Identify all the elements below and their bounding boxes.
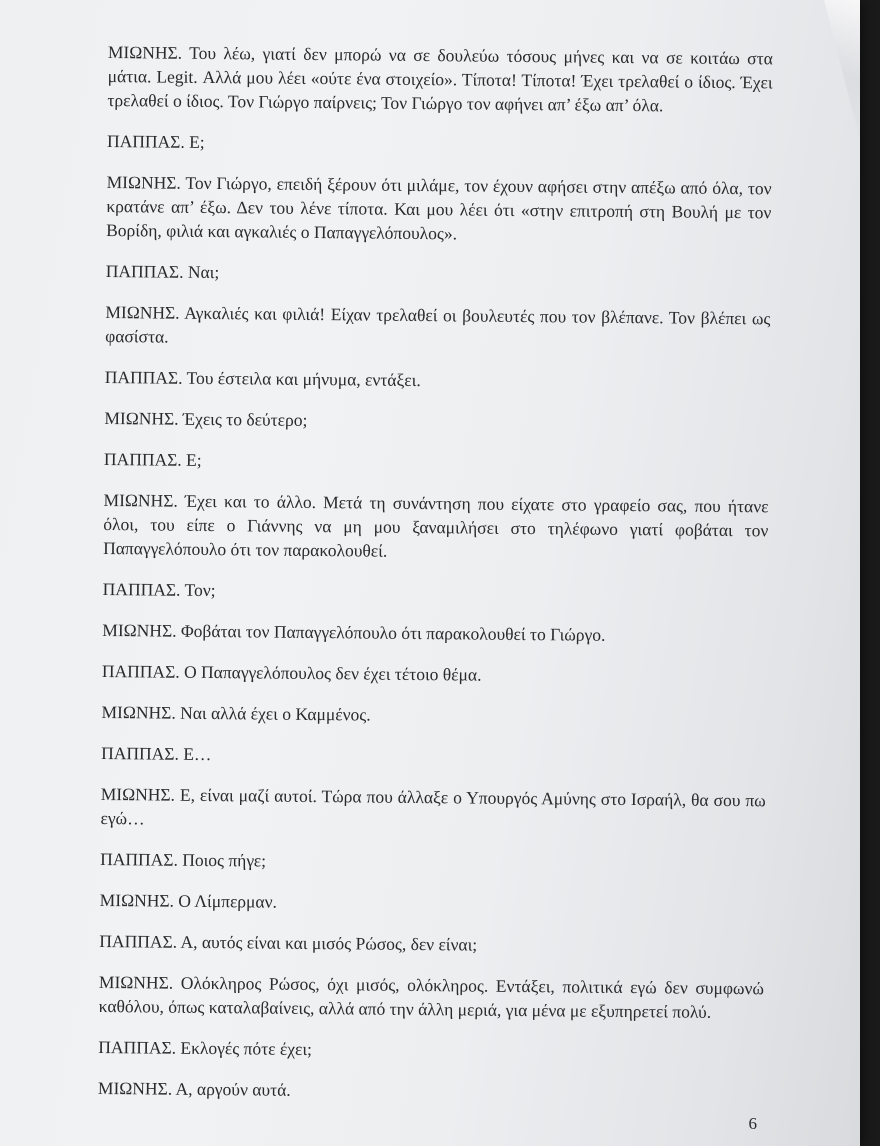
paragraph: ΜΙΩΝΗΣ. Έχει και το άλλο. Μετά τη συνάντηση που είχατε στο γραφείο σας, που ήτανε όλοι, του είπε ο Γιάννης να μη μου ξαναμιλήσει στο τηλέφωνο γιατί φοβάται τον Παπαγγελόπουλο ότι τον παρακολουθεί. [103,489,769,561]
paragraph: ΠΑΠΠΑΣ. Τον; [102,578,216,601]
paragraph: ΜΙΩΝΗΣ. Ε, είναι μαζί αυτοί. Τώρα που άλλαξε ο Υπουργός Αμύνης στο Ισραήλ, θα σου πω εγώ… [100,783,766,829]
paragraph: ΠΑΠΠΑΣ. Ναι; [105,260,220,283]
paragraph: ΜΙΩΝΗΣ. Α, αργούν αυτά. [97,1077,291,1100]
paragraph: ΜΙΩΝΗΣ. Ναι αλλά έχει ο Καμμένος. [101,701,371,725]
paragraph: ΜΙΩΝΗΣ. Ολόκληρος Ρώσος, όχι μισός, ολόκληρος. Εντάξει, πολιτικά εγώ δεν συμφωνώ καθόλου, όπως καταλαβαίνεις, αλλά από την άλλη μεριά, για μένα με εξυπηρετεί πολύ. [98,971,765,1022]
paragraph: ΠΑΠΠΑΣ. Ε; [103,448,202,470]
paragraph: ΜΙΩΝΗΣ. Φοβάται τον Παπαγγελόπουλο ότι παρακολουθεί το Γιώργο. [102,619,606,645]
page-number: 6 [748,1114,757,1133]
paragraph: ΜΙΩΝΗΣ. Αγκαλιές και φιλιά! Είχαν τρελαθεί οι βουλευτές που τον βλέπανε. Τον βλέπει ως φασίστα. [105,301,771,347]
paragraph: ΠΑΠΠΑΣ. Εκλογές πότε έχει; [98,1036,313,1060]
paragraph: ΜΙΩΝΗΣ. Τον Γιώργο, επειδή ξέρουν ότι μιλάμε, τον έχουν αφήσει στην απέξω από όλα, τον κρατάνε απ’ έξω. Δεν του λένε τίποτα. Και μου λέει ότι «στην επιτροπή στη Βουλή με τον Βορίδη, φιλιά και αγκαλιές ο Παπαγγελόπουλος». [106,171,772,244]
paragraph: ΜΙΩΝΗΣ. Έχεις το δεύτερο; [104,407,308,430]
page-corner-curl [800,0,860,140]
paragraph: ΠΑΠΠΑΣ. Ποιος πήγε; [100,848,267,871]
paragraph: ΜΙΩΝΗΣ. Ο Λίμπερμαν. [99,889,278,912]
paragraph: ΜΙΩΝΗΣ. Του λέω, γιατί δεν μπορώ να σε δουλεύω τόσους μήνες και να σε κοιτάω στα μάτια. Legit. Αλλά μου λέει «ούτε ένα στοιχείο». Τίποτα! Τίποτα! Έχει τρελαθεί ο ίδιος. Έχει τρελαθεί ο ίδιος. Τον Γιώργο παίρνεις; Τον Γιώργο τον αφήνει απ’ έξω απ’ όλα. [107,41,773,116]
transcript-body [98,40,773,1123]
paragraph: ΠΑΠΠΑΣ. Ε; [106,130,205,152]
paragraph: ΠΑΠΠΑΣ. Α, αυτός είναι και μισός Ρώσος, δεν είναι; [99,930,478,955]
paragraph: ΠΑΠΠΑΣ. Ε… [101,742,212,765]
paragraph: ΠΑΠΠΑΣ. Του έστειλα και μήνυμα, εντάξει. [104,366,421,391]
paragraph: ΠΑΠΠΑΣ. Ο Παπαγγελόπουλος δεν έχει τέτοιο θέμα. [101,660,482,685]
